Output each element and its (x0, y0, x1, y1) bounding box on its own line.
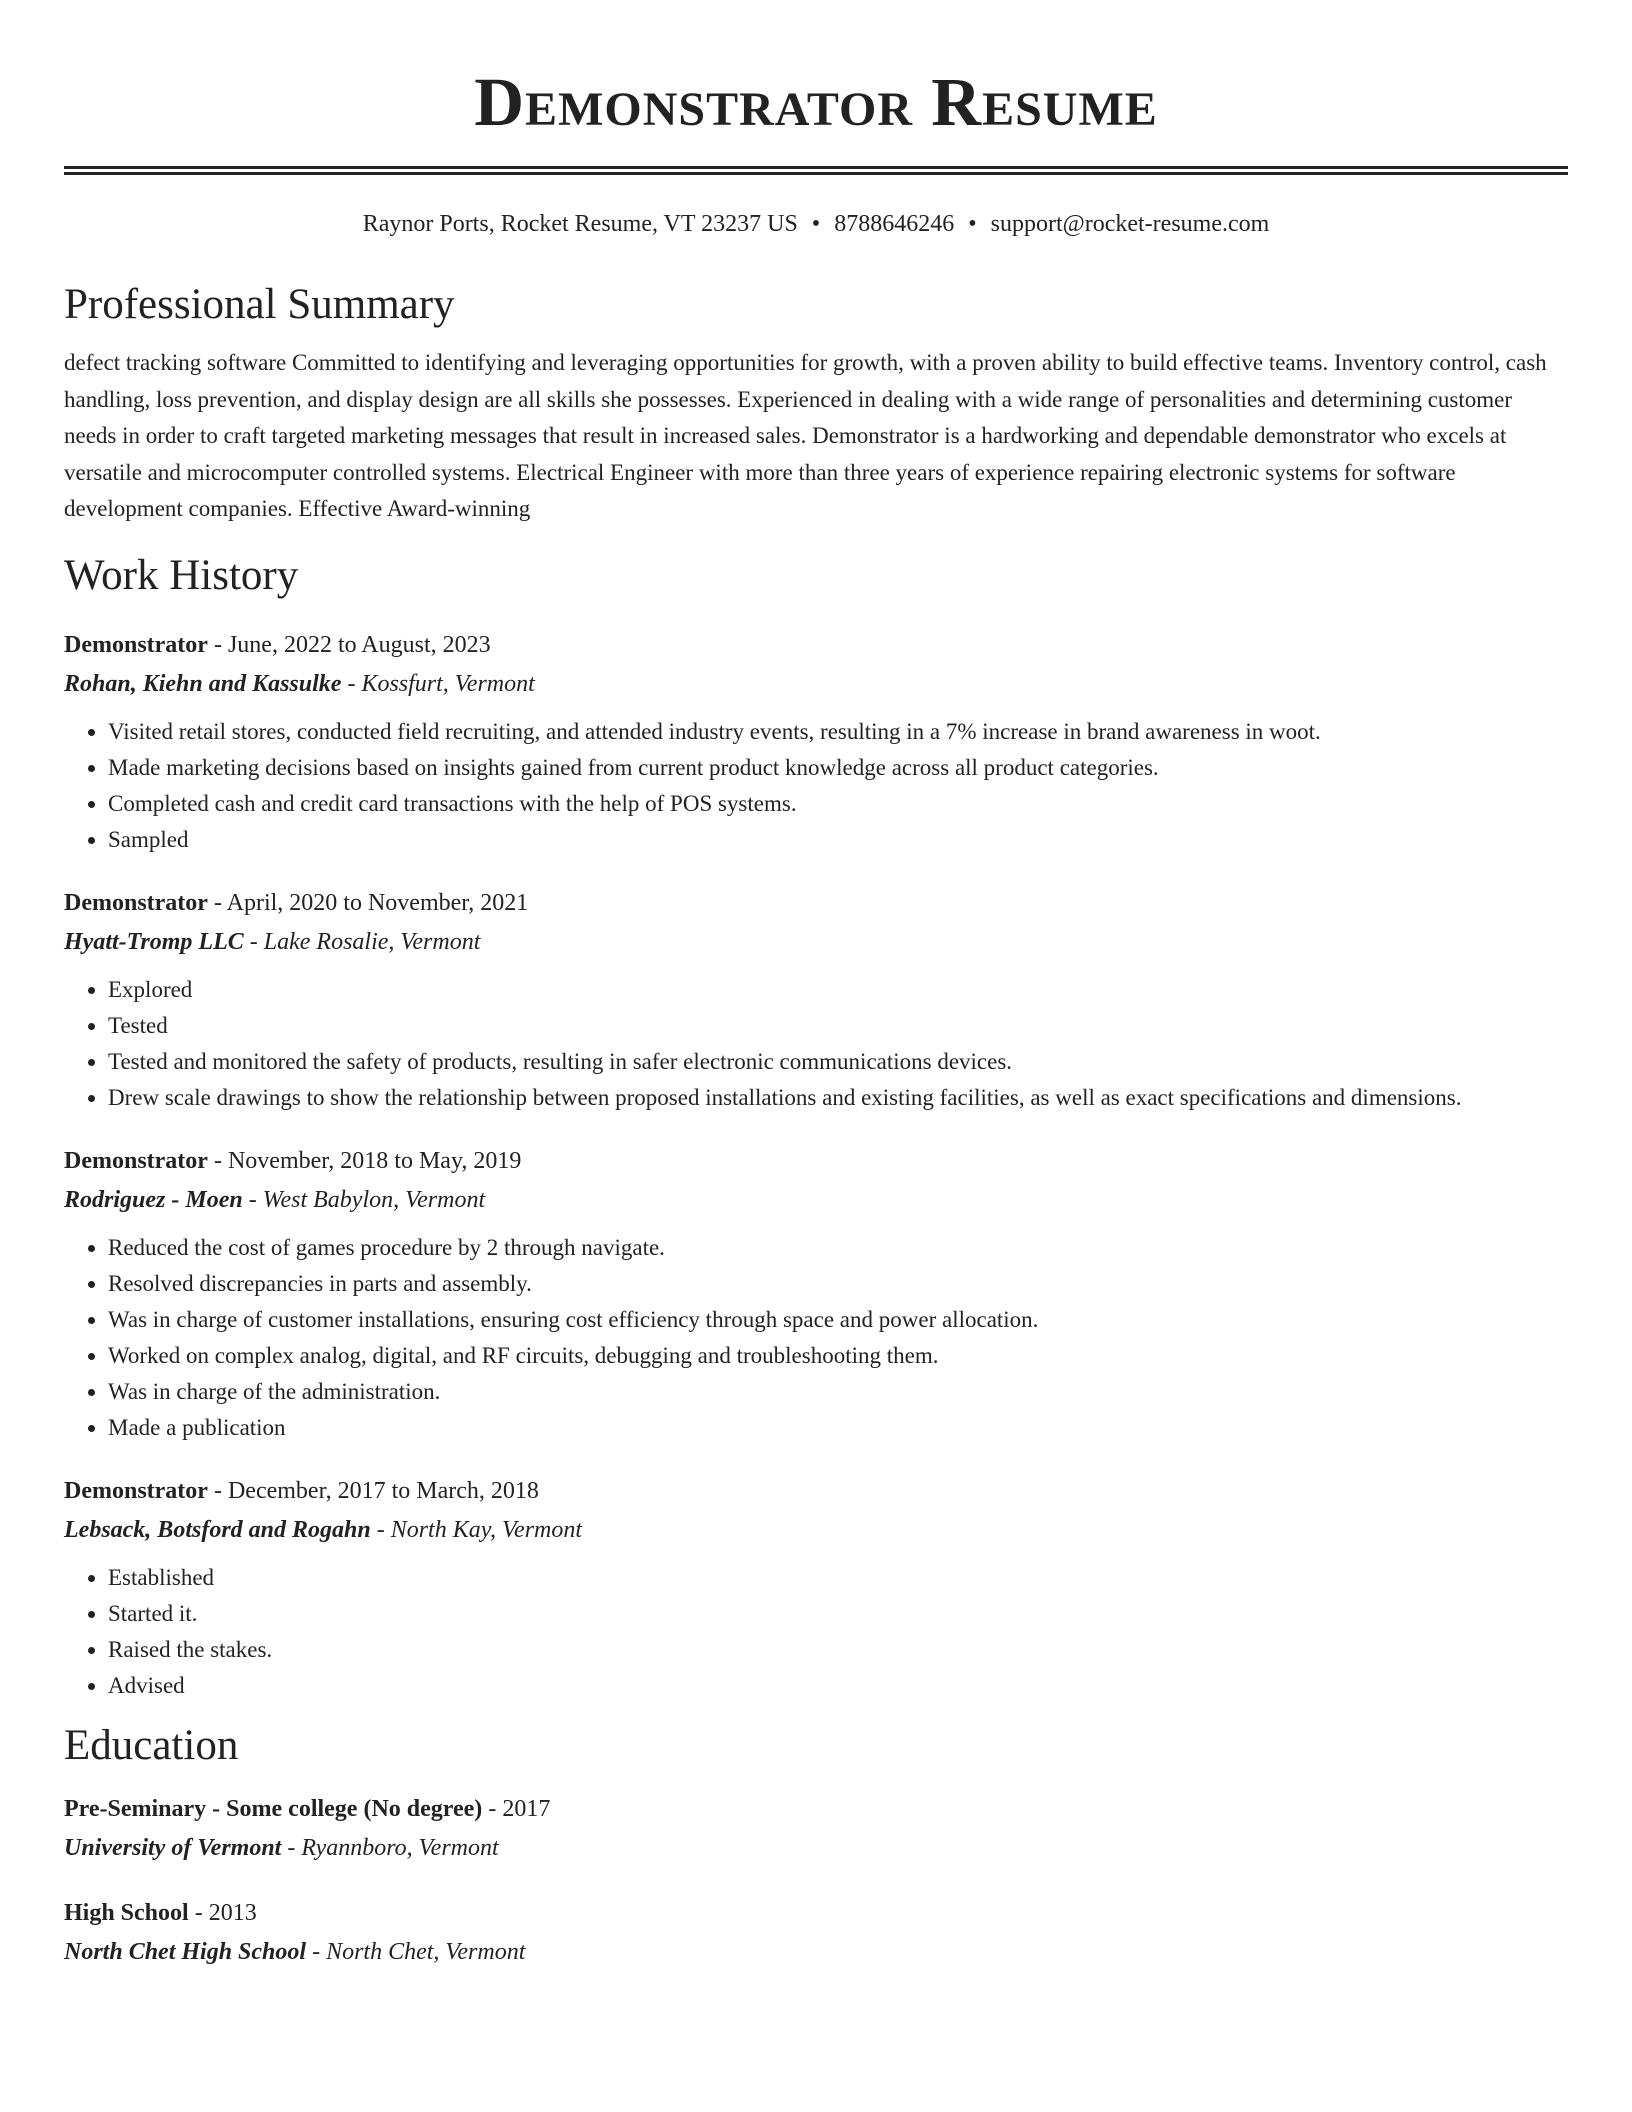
job-bullet: • Was in charge of customer installations, ensuring cost efficiency through space and power allocation. (108, 1302, 1568, 1338)
job-dates: December, 2017 to March, 2018 (227, 1477, 539, 1504)
job-title: Demonstrator (64, 1147, 208, 1174)
school-location: Ryannboro, Vermont (301, 1834, 499, 1861)
job-entry (64, 884, 1568, 1116)
contact-separator: • (811, 211, 821, 237)
work-history-heading: Work History (64, 551, 299, 599)
education-heading: Education (64, 1721, 239, 1769)
school-line (64, 1828, 1568, 1868)
job-title: Demonstrator (64, 1477, 208, 1504)
degree-name: Pre-Seminary - Some college (No degree) (64, 1795, 483, 1822)
contact-phone: 8788646246 (834, 211, 955, 237)
job-bullet: • Sampled (108, 822, 1568, 858)
job-dates: April, 2020 to November, 2021 (226, 889, 529, 916)
dash: - (213, 631, 222, 658)
dash: - (488, 1795, 497, 1822)
contact-address: Raynor Ports, Rocket Resume, VT 23237 US (362, 211, 798, 237)
dash: - (248, 1186, 257, 1213)
dash: - (213, 1477, 222, 1504)
job-title-line (64, 626, 1568, 664)
job-bullet-list (64, 1560, 1568, 1704)
job-bullet: • Worked on complex analog, digital, and RF circuits, debugging and troubleshooting them. (108, 1338, 1568, 1374)
dash: - (312, 1938, 321, 1965)
dash: - (376, 1516, 385, 1543)
job-bullet: • Started it. (108, 1596, 1568, 1632)
job-bullet-list (64, 972, 1568, 1116)
job-dates: June, 2022 to August, 2023 (227, 631, 491, 658)
job-entry (64, 626, 1568, 858)
job-bullet-list (64, 714, 1568, 858)
job-bullet: • Drew scale drawings to show the relationship between proposed installations and existing facilities, as well as exact specifications and dimensions. (108, 1080, 1568, 1116)
job-bullet-list (64, 1230, 1568, 1446)
degree-line (64, 1790, 1568, 1828)
dash: - (287, 1834, 296, 1861)
company-location: West Babylon, Vermont (262, 1186, 486, 1213)
job-bullet: • Made a publication (108, 1410, 1568, 1446)
job-title-line (64, 1142, 1568, 1180)
dash: - (213, 889, 222, 916)
job-bullet: • Established (108, 1560, 1568, 1596)
company-name: Rodriguez - Moen (64, 1186, 243, 1213)
job-title-line (64, 1472, 1568, 1510)
school-line (64, 1932, 1568, 1972)
job-bullet: • Raised the stakes. (108, 1632, 1568, 1668)
job-bullet: • Reduced the cost of games procedure by 2 through navigate. (108, 1230, 1568, 1266)
company-location: Lake Rosalie, Vermont (263, 928, 481, 955)
job-bullet: • Advised (108, 1668, 1568, 1704)
job-entry (64, 1142, 1568, 1446)
contact-line (64, 209, 1568, 239)
job-bullet: • Resolved discrepancies in parts and assembly. (108, 1266, 1568, 1302)
job-bullet: • Was in charge of the administration. (108, 1374, 1568, 1410)
company-location: North Kay, Vermont (390, 1516, 583, 1543)
school-name: University of Vermont (64, 1834, 282, 1861)
degree-name: High School (64, 1899, 189, 1926)
education-entry (64, 1894, 1568, 1972)
school-location: North Chet, Vermont (326, 1938, 526, 1965)
company-line (64, 1510, 1568, 1550)
summary-heading: Professional Summary (64, 281, 455, 328)
company-location: Kossfurt, Vermont (361, 670, 535, 697)
company-name: Lebsack, Botsford and Rogahn (64, 1516, 371, 1543)
graduation-year: 2017 (502, 1795, 551, 1822)
job-bullet: • Tested and monitored the safety of products, resulting in safer electronic communications devices. (108, 1044, 1568, 1080)
resume-title: Demonstrator Resume (474, 64, 1158, 140)
job-bullet: • Tested (108, 1008, 1568, 1044)
contact-separator: • (968, 211, 977, 237)
job-bullet: • Completed cash and credit card transactions with the help of POS systems. (108, 786, 1568, 822)
company-name: Hyatt-Tromp LLC (64, 928, 244, 955)
dash: - (347, 670, 356, 697)
dash: - (249, 928, 258, 955)
contact-email: support@rocket-resume.com (990, 211, 1270, 237)
company-line (64, 922, 1568, 962)
company-name: Rohan, Kiehn and Kassulke (64, 670, 342, 697)
dash: - (194, 1899, 203, 1926)
degree-line (64, 1894, 1568, 1932)
job-title: Demonstrator (64, 889, 208, 916)
school-name: North Chet High School (64, 1938, 307, 1965)
job-bullet: • Explored (108, 972, 1568, 1008)
company-line (64, 664, 1568, 704)
summary-text: defect tracking software Committed to identifying and leveraging opportunities for growth, with a proven ability to build effective teams. Inventory control, cash handling, loss prevention, and display design are all skills she possesses. Experienced in dealing with a wide range of personalities and determining customer needs in order to craft targeted marketing messages that result in increased sales. Demonstrator is a hardworking and dependable demonstrator who excels at versatile and microcomputer controlled systems. Electrical Engineer with more than three years of experience repairing electronic systems for software development companies. Effective Award-winning (64, 350, 1547, 521)
job-bullet: • Made marketing decisions based on insights gained from current product knowledge across all product categories. (108, 750, 1568, 786)
job-dates: November, 2018 to May, 2019 (227, 1147, 522, 1174)
job-title: Demonstrator (64, 631, 208, 658)
title-divider (64, 166, 1568, 175)
job-title-line (64, 884, 1568, 922)
company-line (64, 1180, 1568, 1220)
job-entry (64, 1472, 1568, 1704)
dash: - (213, 1147, 222, 1174)
education-entry (64, 1790, 1568, 1868)
graduation-year: 2013 (208, 1899, 257, 1926)
job-bullet: • Visited retail stores, conducted field recruiting, and attended industry events, resulting in a 7% increase in brand awareness in woot. (108, 714, 1568, 750)
